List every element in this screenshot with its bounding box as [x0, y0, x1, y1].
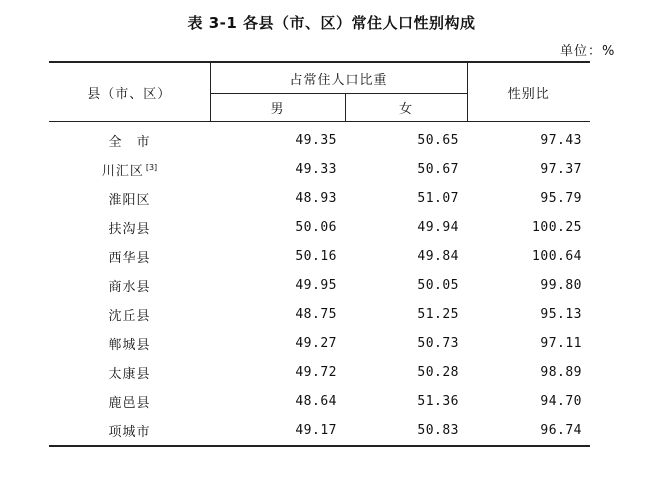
table-row — [49, 184, 590, 213]
row-male-share: 49.27 — [295, 336, 337, 351]
table-row — [49, 416, 590, 446]
row-county-name — [49, 184, 210, 213]
row-sex-ratio: 97.11 — [540, 336, 583, 351]
table-row — [49, 387, 590, 416]
row-sex-ratio: 97.43 — [540, 133, 583, 148]
header-male: 男 — [210, 94, 345, 122]
row-female-share: 51.07 — [417, 191, 460, 206]
table-title: 表 3-1 各县（市、区）常住人口性别构成 — [187, 14, 476, 32]
county-name-text: 商水县 — [108, 280, 151, 295]
row-male-share: 49.33 — [295, 162, 337, 177]
county-name-text: 全 市 — [108, 135, 151, 150]
row-sex-ratio: 100.25 — [532, 220, 583, 235]
row-sex-ratio: 95.79 — [540, 191, 583, 206]
table-row — [49, 300, 590, 329]
row-sex-ratio: 99.80 — [540, 278, 583, 293]
table-row — [49, 122, 590, 156]
row-county-name — [49, 155, 210, 184]
row-sex-ratio: 98.89 — [540, 365, 583, 380]
row-sex-ratio: 96.74 — [467, 416, 590, 446]
county-name-text: 郸城县 — [108, 338, 151, 353]
row-county-name — [49, 271, 210, 300]
table-header — [49, 62, 590, 122]
county-name-text: 沈丘县 — [108, 309, 151, 324]
row-male-share: 49.72 — [295, 365, 337, 380]
row-female-share: 49.84 — [417, 249, 460, 264]
row-county-name — [49, 213, 210, 242]
row-county-name — [49, 416, 210, 446]
row-female-share: 50.83 — [345, 416, 467, 446]
county-name-text: 川汇区 — [101, 164, 144, 179]
row-female-share: 50.28 — [417, 365, 460, 380]
row-female-share: 50.65 — [417, 133, 460, 148]
table-row — [49, 358, 590, 387]
row-male-share: 49.35 — [295, 133, 337, 148]
row-sex-ratio: 100.64 — [532, 249, 583, 264]
header-share: 占常住人口比重 — [210, 62, 467, 94]
header-sex-ratio: 性别比 — [467, 62, 590, 122]
row-male-share: 49.95 — [295, 278, 337, 293]
county-name-text: 项城市 — [108, 425, 151, 440]
table-row — [49, 155, 590, 184]
row-female-share: 51.36 — [417, 394, 460, 409]
row-county-name — [49, 122, 210, 156]
table-body — [49, 122, 590, 447]
row-sex-ratio: 95.13 — [540, 307, 583, 322]
row-male-share: 50.16 — [295, 249, 337, 264]
county-name-text: 鹿邑县 — [108, 396, 151, 411]
table-row — [49, 329, 590, 358]
footnote-marker: [3] — [145, 162, 158, 172]
row-male-share: 48.93 — [295, 191, 337, 206]
row-female-share: 51.25 — [417, 307, 460, 322]
row-county-name — [49, 300, 210, 329]
header-female: 女 — [345, 94, 467, 122]
row-female-share: 50.05 — [417, 278, 460, 293]
row-male-share: 48.75 — [295, 307, 337, 322]
population-sex-table — [49, 61, 590, 447]
row-county-name — [49, 358, 210, 387]
row-county-name — [49, 329, 210, 358]
row-sex-ratio: 94.70 — [540, 394, 583, 409]
row-male-share: 48.64 — [295, 394, 337, 409]
row-female-share: 50.73 — [417, 336, 460, 351]
header-county: 县（市、区） — [49, 62, 210, 122]
unit-label: 单位：% — [560, 44, 616, 59]
table-row — [49, 213, 590, 242]
county-name-text: 太康县 — [108, 367, 151, 382]
county-name-text: 西华县 — [108, 251, 151, 266]
county-name-text: 扶沟县 — [108, 222, 151, 237]
row-county-name — [49, 387, 210, 416]
table-row — [49, 271, 590, 300]
row-county-name — [49, 242, 210, 271]
row-male-share: 50.06 — [295, 220, 337, 235]
row-sex-ratio: 97.37 — [540, 162, 583, 177]
county-name-text: 淮阳区 — [108, 193, 151, 208]
row-female-share: 49.94 — [417, 220, 460, 235]
table-row — [49, 242, 590, 271]
row-male-share: 49.17 — [210, 416, 345, 446]
row-female-share: 50.67 — [417, 162, 460, 177]
